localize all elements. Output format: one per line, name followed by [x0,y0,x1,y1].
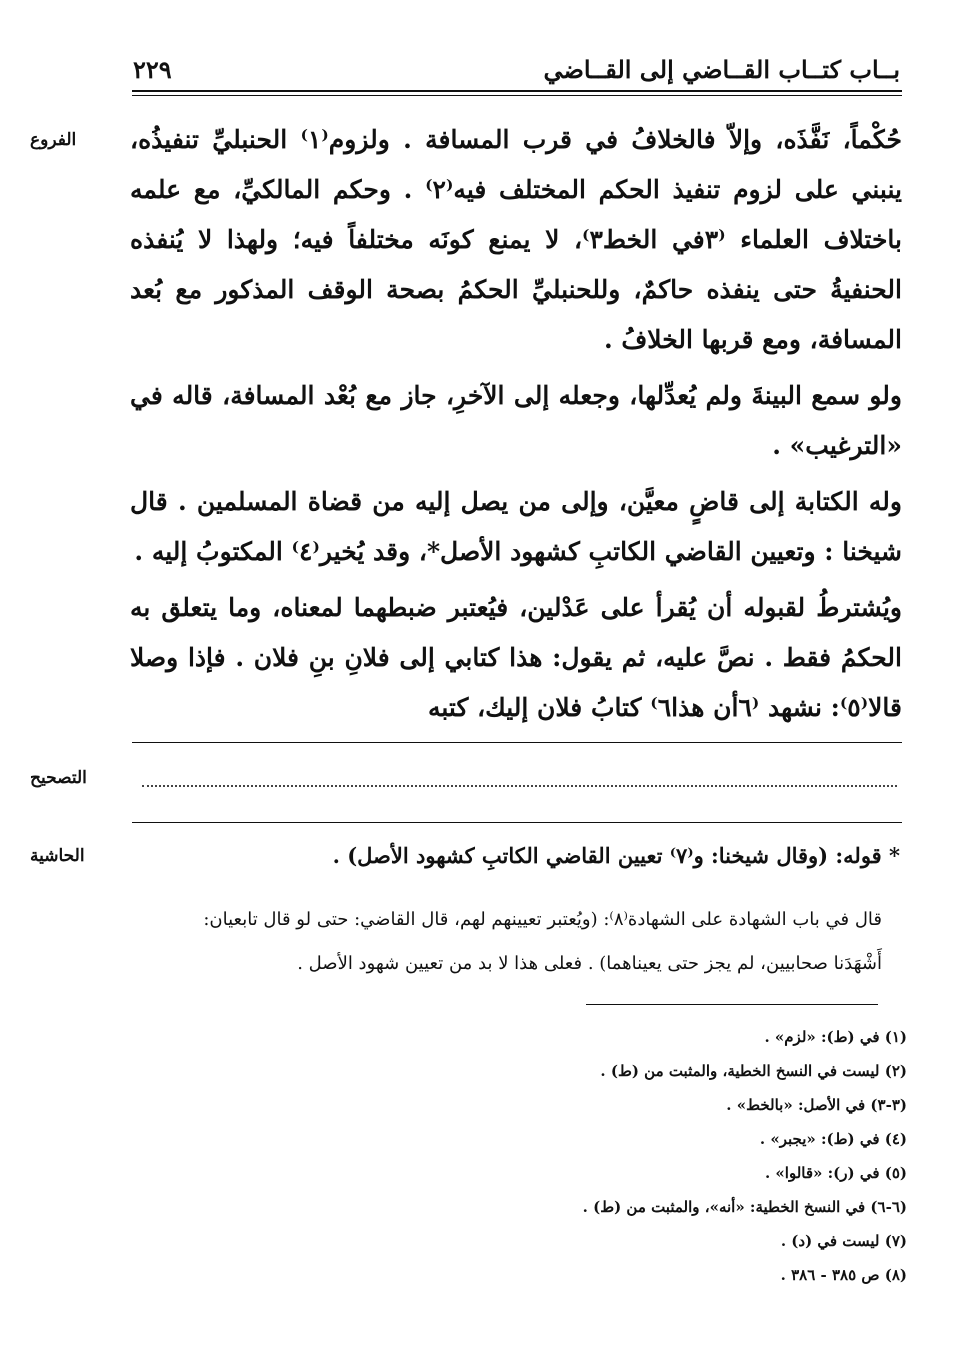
side-label-furu: الفروع [30,130,77,150]
footnote-7: (٧) ليست في (د) . [780,1232,907,1250]
page-number: ٢٢٩ [133,55,172,84]
main-text [130,115,902,733]
main-paragraph-2: ولو سمع البينةَ ولم يُعدِّلها، وجعله إلى الآخرِ، جاز مع بُعْد المسافة، قاله في «الترغيب» . [130,381,902,460]
header-rule-thin [132,95,902,96]
main-paragraph-1: حُكْماً، نَفَّذَه، وإلاّ فالخلافُ في قرب المسافة . ولزوم⁽١⁾ الحنبليِّ تنفيذُه، ينبني على لزوم تنفيذ الحكم المختلف فيه⁽٢⁾ . وحكم المالكيِّ، مع علمه باختلاف العلماء ⁽٣في الخط٣⁾، لا يمنع كونَه مختلفاً فيه؛ ولهذا لا يُنفذه الحنفيةُ حتى ينفذه حاكمٌ، وللحنبليِّ الحكمُ بصحة الوقف المذكور مع بُعد المسافة، ومع قربها الخلافُ . [130,125,903,354]
tashih-dotted-line [142,775,897,787]
side-label-hashiya: الحاشية [30,846,85,866]
footnotes [583,1020,907,1292]
side-label-tashih: التصحيح [30,768,87,788]
footnote-rule [586,1004,878,1005]
hashiya-line-2: أَشْهَدَنا صحابيين، لم يجز حتى يعيناهما) . فعلى هذا لا بد من تعيين شهود الأصل . [297,953,882,974]
footnote-6: (٦-٦) في النسخ الخطية: «أنه»، والمثبت من (ط) . [582,1198,907,1216]
footnote-3: (٣-٣) في الأصل: «بالخط» . [726,1096,907,1114]
footnote-2: (٢) ليست في النسخ الخطية، والمثبت من (ط) . [600,1062,907,1080]
footnote-1: (١) في (ط): «لزم» . [764,1028,907,1046]
main-paragraph-4: ويُشترطُ لقبوله أن يُقرأ على عَدْلين، فيُعتبر ضبطهما لمعناه، وما يتعلق به الحكمُ فقط . نصَّ عليه، ثم يقول: هذا كتابي إلى فلانِ بنِ فلان . فإذا وصلا قالا⁽٥⁾: نشهد ⁽٦أن هذا٦⁾ كتابُ فلان إليك، كتبه [130,593,902,722]
hashiya-body [128,898,882,986]
hashiya-quote: * قوله: (وقال شيخنا: و⁽٧⁾ تعيين القاضي الكاتبِ كشهود الأصل) . [332,843,900,868]
footnote-4: (٤) في (ط): «يجبر» . [759,1130,907,1148]
tashih-bottom-rule [132,822,902,823]
tashih-top-rule [132,742,902,743]
running-header-title: بــاب كتــاب القــاضي إلى القــاضي [543,55,900,84]
main-paragraph-3: وله الكتابة إلى قاضٍ معيَّن، وإلى من يصل إليه من قضاة المسلمين . قال شيخنا : وتعيين القاضي الكاتبِ كشهود الأصل*، وقد يُخير⁽٤⁾ المكتوبُ إليه . [130,487,902,566]
footnote-5: (٥) في (ر): «قالوا» . [764,1164,907,1182]
header-rule [132,90,902,92]
footnote-8: (٨) ص ٣٨٥ - ٣٨٦ . [780,1266,907,1284]
hashiya-line-1: قال في باب الشهادة على الشهادة⁽٨⁾: (ويُعتبر تعيينهم لهم، قال القاضي: حتى لو قال تابعيان: [203,909,882,930]
